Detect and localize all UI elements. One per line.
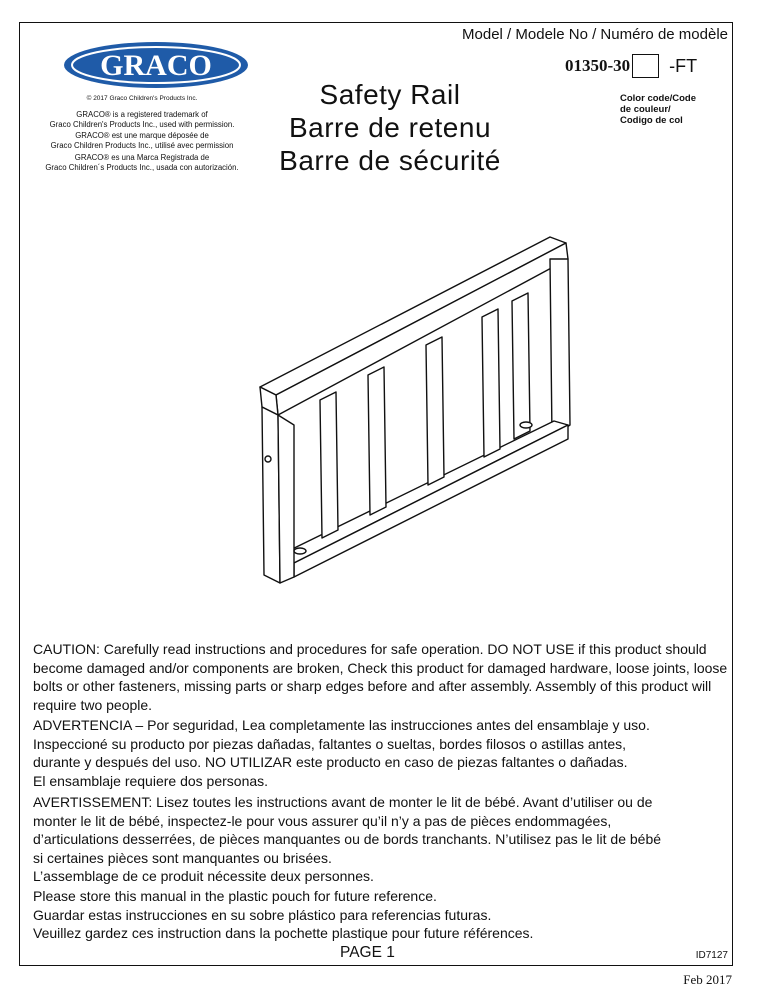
model-label: Model / Modele No / Numéro de modèle [462,26,728,43]
document-id: ID7127 [695,950,728,961]
advertencia-text: ADVERTENCIA – Por seguridad, Lea completamente las instrucciones antes del ensamblaje y uso. Inspeccioné su producto por piezas dañadas, faltantes o sueltas, bordes filosos o astillas antes, durante y después del uso. NO UTILIZAR este producto en caso de piezas faltantes o dañadas. El ensamblaje requiere dos personas. [33,717,650,789]
trademark-fr: GRACO® est une marque déposée de Graco Children Products Inc., utilisé avec permission [50,131,234,150]
product-title: Safety Rail Barre de retenu Barre de sécurité [279,79,501,176]
color-code-box [632,54,659,78]
safety-rail-illustration [250,225,580,605]
logo-text: GRACO [100,49,212,82]
model-suffix: -FT [669,55,698,76]
storage-instructions: Please store this manual in the plastic pouch for future reference. Guardar estas instrucciones en su sobre plástico para referencias futuras. Veuillez gardez ces instruction dans la pochette plastique pour future références. [33,888,534,941]
caution-text: CAUTION: Carefully read instructions and procedures for safe operation. DO NOT USE if this product should become damaged and/or components are broken, Check this product for damaged hardware, loose joints, loose bolts or other fasteners, missing parts or sharp edges before and after assembly. Assembly of this product will require two people. [33,641,728,713]
avertissement-text: AVERTISSEMENT: Lisez toutes les instructions avant de monter le lit de bébé. Avant d’utiliser ou de monter le lit de bébé, inspectez-le pour vous assurer qu’il n’y a pas de pièces endommagées, d’articulations desserrées, de pièces manquantes ou de bords tranchants. N’utilisez pas le lit de bébé si certaines pièces sont manquantes ou brisées. L’assemblage de ce produit nécessite deux personnes. [33,794,662,884]
model-number: 01350-30 [565,56,631,75]
trademark-en: GRACO® is a registered trademark of Graco Children's Products Inc., used with permission. [49,110,235,129]
color-code-label: Color code/Code de couleur/ Codigo de col [620,93,697,126]
graco-logo [62,40,250,90]
trademark-es: GRACO® es una Marca Registrada de Graco Children´s Products Inc., usada con autorización. [45,153,239,172]
copyright: © 2017 Graco Children's Products Inc. [86,95,198,102]
document-date: Feb 2017 [683,972,732,987]
page-number: PAGE 1 [340,944,395,961]
model-number-row [565,54,697,78]
